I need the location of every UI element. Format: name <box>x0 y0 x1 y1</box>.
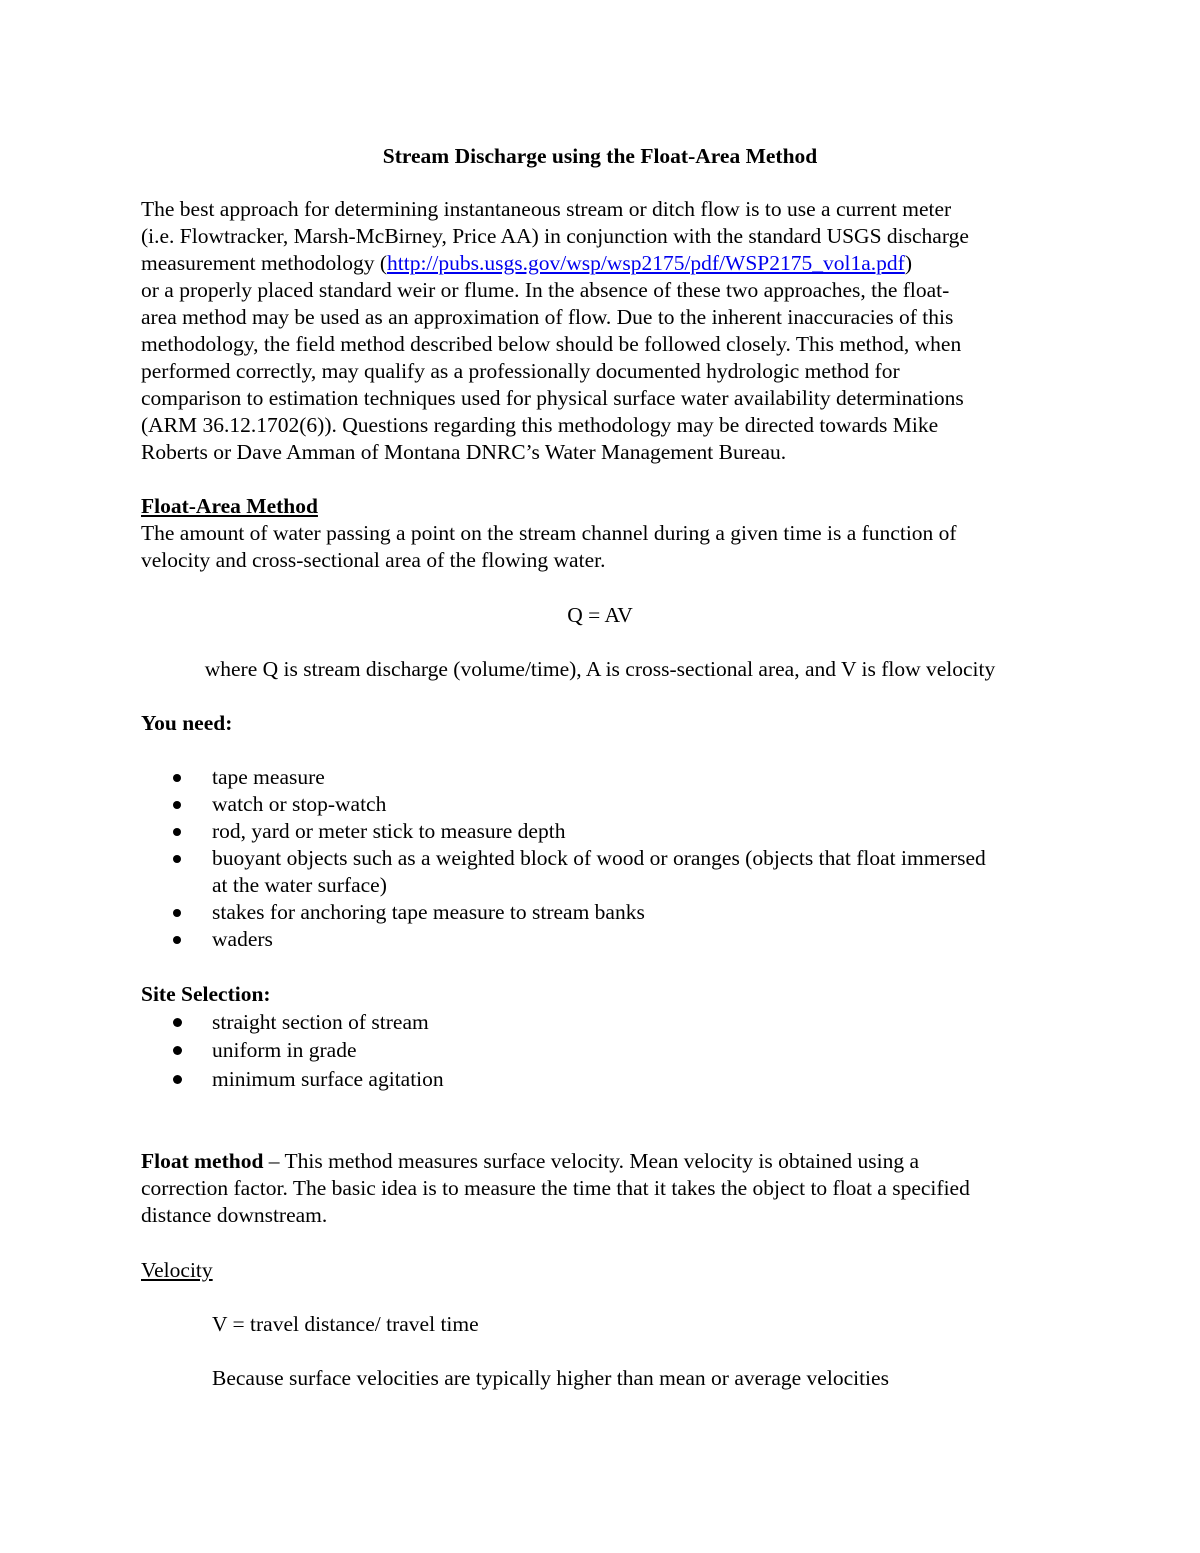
site-selection-heading: Site Selection: <box>141 982 271 1006</box>
list-item: watch or stop-watch <box>212 792 387 816</box>
intro-line: comparison to estimation techniques used for physical surface water availability determinations <box>141 386 964 410</box>
bullet-icon <box>173 1075 182 1084</box>
velocity-formula: V = travel distance/ travel time <box>212 1312 479 1336</box>
bullet-icon <box>173 801 181 809</box>
list-item: minimum surface agitation <box>212 1067 444 1091</box>
bullet-icon <box>173 936 181 944</box>
float-method-line <box>141 1148 919 1175</box>
list-item: uniform in grade <box>212 1038 357 1062</box>
float-method-text: – This method measures surface velocity. Mean velocity is obtained using a <box>263 1149 920 1173</box>
intro-text: measurement methodology ( <box>141 251 387 275</box>
usgs-methodology-link[interactable]: http://pubs.usgs.gov/wsp/wsp2175/pdf/WSP2175_vol1a.pdf <box>387 251 905 275</box>
float-area-line: velocity and cross-sectional area of the flowing water. <box>141 548 606 572</box>
equation-description: where Q is stream discharge (volume/time), A is cross-sectional area, and V is flow velocity <box>204 657 996 681</box>
bullet-icon <box>173 774 181 782</box>
float-method-label: Float method <box>141 1149 264 1173</box>
list-item: stakes for anchoring tape measure to stream banks <box>212 900 645 924</box>
float-area-heading: Float-Area Method <box>141 494 318 518</box>
intro-line: Roberts or Dave Amman of Montana DNRC’s Water Management Bureau. <box>141 440 787 464</box>
intro-line: (i.e. Flowtracker, Marsh-McBirney, Price AA) in conjunction with the standard USGS discharge <box>141 224 969 248</box>
intro-line: methodology, the field method described below should be followed closely. This method, when <box>141 332 962 356</box>
intro-line: performed correctly, may qualify as a professionally documented hydrologic method for <box>141 359 900 383</box>
intro-line: or a properly placed standard weir or flume. In the absence of these two approaches, the float- <box>141 278 950 302</box>
float-method-line: correction factor. The basic idea is to measure the time that it takes the object to float a specified <box>141 1176 970 1200</box>
bullet-icon <box>173 855 181 863</box>
intro-line: (ARM 36.12.1702(6)). Questions regarding this methodology may be directed towards Mike <box>141 413 939 437</box>
list-item-continued: at the water surface) <box>212 873 387 897</box>
intro-line <box>141 250 912 277</box>
bullet-icon <box>173 828 181 836</box>
float-method-line: distance downstream. <box>141 1203 328 1227</box>
velocity-note: Because surface velocities are typically higher than mean or average velocities <box>212 1366 889 1390</box>
intro-text: ) <box>904 251 912 275</box>
you-need-heading: You need: <box>141 711 233 735</box>
intro-line: area method may be used as an approximation of flow. Due to the inherent inaccuracies of this <box>141 305 954 329</box>
bullet-icon <box>173 1018 182 1027</box>
list-item: tape measure <box>212 765 325 789</box>
float-area-line: The amount of water passing a point on the stream channel during a given time is a function of <box>141 521 957 545</box>
discharge-equation: Q = AV <box>567 603 633 627</box>
list-item: straight section of stream <box>212 1010 429 1034</box>
list-item: rod, yard or meter stick to measure depth <box>212 819 566 843</box>
list-item: waders <box>212 927 273 951</box>
bullet-icon <box>173 1046 182 1055</box>
page-title: Stream Discharge using the Float-Area Method <box>382 144 818 168</box>
intro-line: The best approach for determining instantaneous stream or ditch flow is to use a current meter <box>141 197 952 221</box>
list-item: buoyant objects such as a weighted block of wood or oranges (objects that float immersed <box>212 846 986 870</box>
velocity-heading: Velocity <box>141 1258 213 1282</box>
bullet-icon <box>173 909 181 917</box>
